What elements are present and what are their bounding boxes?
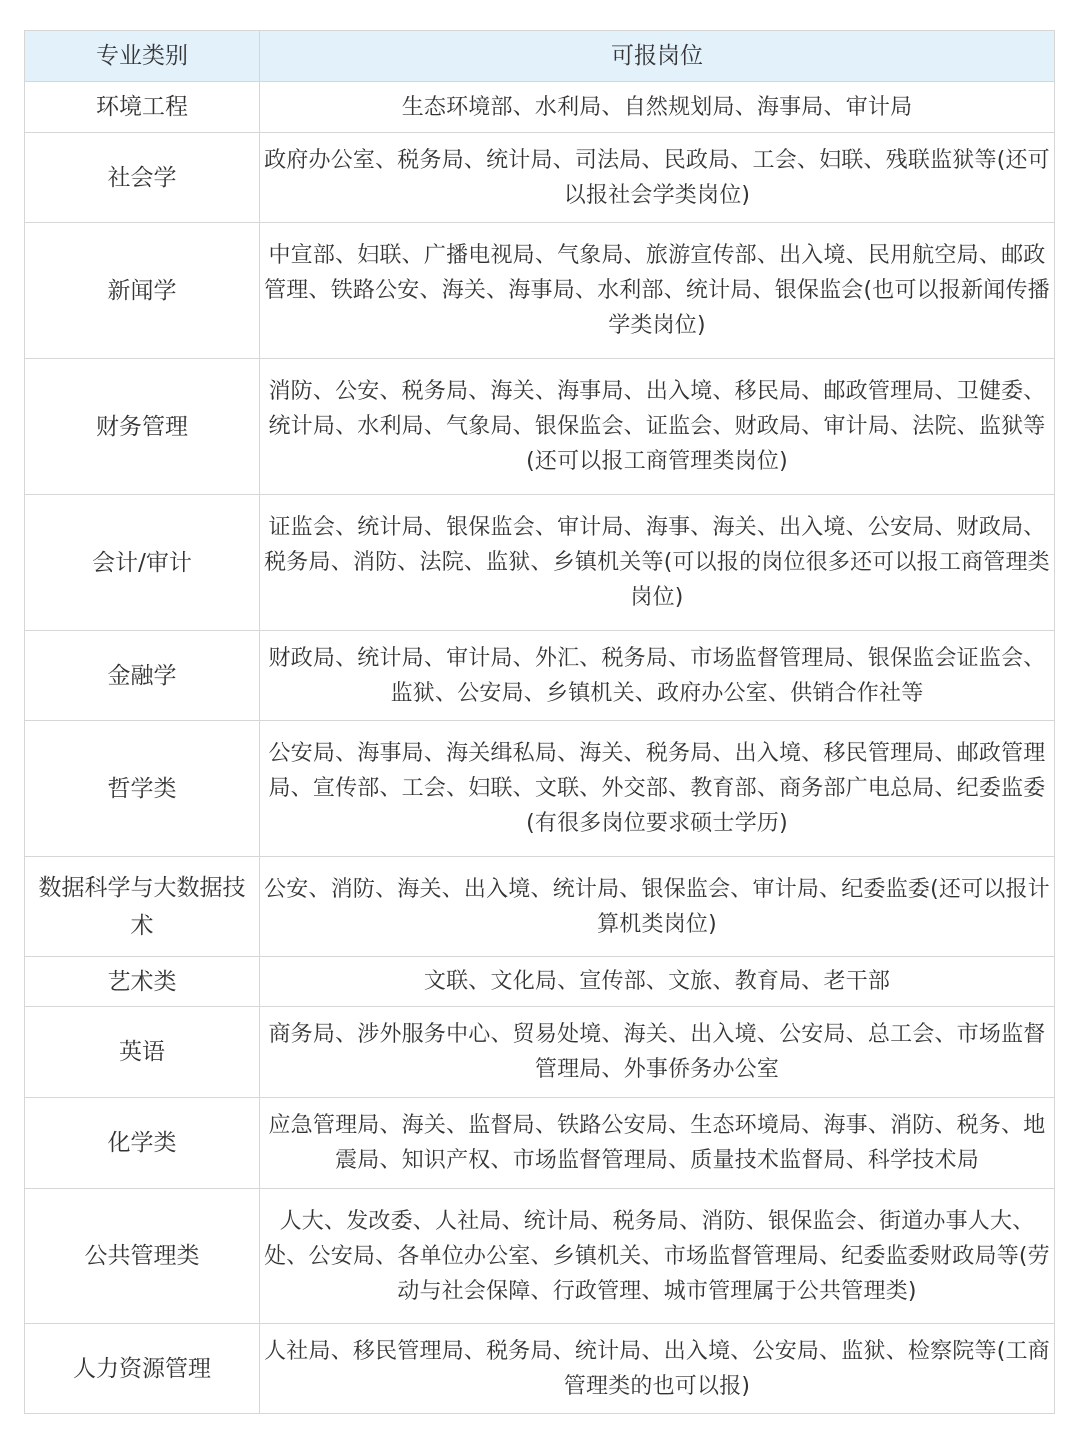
header-eligible-positions: 可报岗位	[260, 31, 1055, 82]
major-cell: 财务管理	[25, 359, 260, 495]
header-major-category: 专业类别	[25, 31, 260, 82]
positions-cell: 生态环境部、水利局、自然规划局、海事局、审计局	[260, 82, 1055, 133]
major-cell: 数据科学与大数据技术	[25, 857, 260, 957]
table-row	[25, 359, 1055, 495]
table-row	[25, 133, 1055, 223]
major-cell: 社会学	[25, 133, 260, 223]
positions-cell: 消防、公安、税务局、海关、海事局、出入境、移民局、邮政管理局、卫健委、统计局、水利局、气象局、银保监会、证监会、财政局、审计局、法院、监狱等(还可以报工商管理类岗位)	[260, 359, 1055, 495]
major-cell: 环境工程	[25, 82, 260, 133]
major-cell: 公共管理类	[25, 1189, 260, 1324]
positions-cell: 政府办公室、税务局、统计局、司法局、民政局、工会、妇联、残联监狱等(还可以报社会学类岗位)	[260, 133, 1055, 223]
table-row	[25, 1324, 1055, 1414]
positions-cell: 人社局、移民管理局、税务局、统计局、出入境、公安局、监狱、检察院等(工商管理类的也可以报)	[260, 1324, 1055, 1414]
major-cell: 艺术类	[25, 957, 260, 1007]
table-row	[25, 82, 1055, 133]
positions-cell: 文联、文化局、宣传部、文旅、教育局、老干部	[260, 957, 1055, 1007]
positions-table-container	[24, 30, 1054, 1414]
positions-cell: 商务局、涉外服务中心、贸易处境、海关、出入境、公安局、总工会、市场监督管理局、外事侨务办公室	[260, 1007, 1055, 1098]
major-cell: 会计/审计	[25, 495, 260, 631]
positions-cell: 应急管理局、海关、监督局、铁路公安局、生态环境局、海事、消防、税务、地震局、知识产权、市场监督管理局、质量技术监督局、科学技术局	[260, 1098, 1055, 1189]
major-cell: 化学类	[25, 1098, 260, 1189]
positions-cell: 公安、消防、海关、出入境、统计局、银保监会、审计局、纪委监委(还可以报计算机类岗位)	[260, 857, 1055, 957]
table-row	[25, 957, 1055, 1007]
table-row	[25, 631, 1055, 721]
table-header-row	[25, 31, 1055, 82]
major-cell: 人力资源管理	[25, 1324, 260, 1414]
major-cell: 哲学类	[25, 721, 260, 857]
table-row	[25, 223, 1055, 359]
table-row	[25, 1098, 1055, 1189]
table-row	[25, 857, 1055, 957]
major-cell: 金融学	[25, 631, 260, 721]
major-cell: 新闻学	[25, 223, 260, 359]
table-row	[25, 1007, 1055, 1098]
major-cell: 英语	[25, 1007, 260, 1098]
positions-cell: 公安局、海事局、海关缉私局、海关、税务局、出入境、移民管理局、邮政管理局、宣传部、工会、妇联、文联、外交部、教育部、商务部广电总局、纪委监委(有很多岗位要求硕士学历)	[260, 721, 1055, 857]
positions-cell: 财政局、统计局、审计局、外汇、税务局、市场监督管理局、银保监会证监会、监狱、公安局、乡镇机关、政府办公室、供销合作社等	[260, 631, 1055, 721]
table-row	[25, 1189, 1055, 1324]
table-row	[25, 721, 1055, 857]
positions-cell: 人大、发改委、人社局、统计局、税务局、消防、银保监会、街道办事人大、处、公安局、各单位办公室、乡镇机关、市场监督管理局、纪委监委财政局等(劳动与社会保障、行政管理、城市管理属于公共管理类)	[260, 1189, 1055, 1324]
positions-cell: 中宣部、妇联、广播电视局、气象局、旅游宣传部、出入境、民用航空局、邮政管理、铁路公安、海关、海事局、水利部、统计局、银保监会(也可以报新闻传播学类岗位)	[260, 223, 1055, 359]
major-positions-table	[24, 30, 1055, 1414]
positions-cell: 证监会、统计局、银保监会、审计局、海事、海关、出入境、公安局、财政局、税务局、消防、法院、监狱、乡镇机关等(可以报的岗位很多还可以报工商管理类岗位)	[260, 495, 1055, 631]
table-row	[25, 495, 1055, 631]
